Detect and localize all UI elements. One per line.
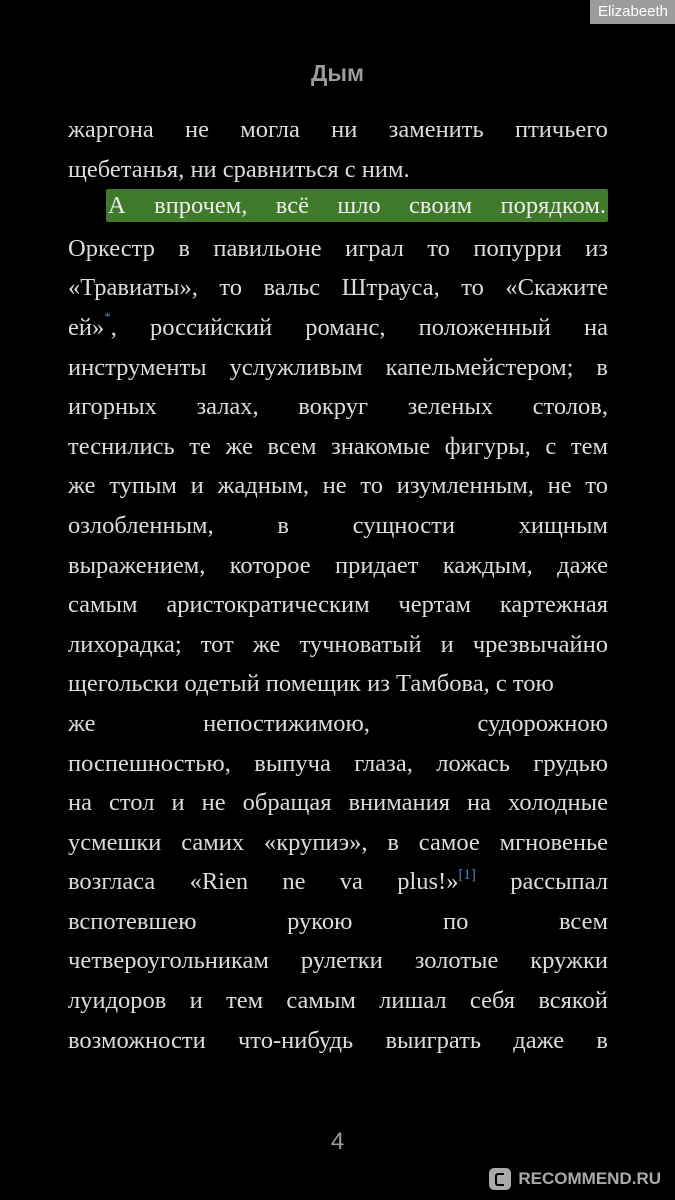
text-line-highlighted: [68, 189, 608, 229]
text-line: «Травиаты», то вальс Штрауса, то «Скажите: [68, 274, 608, 302]
text-line: на стол и не обращая внимания на холодные: [68, 789, 608, 817]
text-line: возгласа «Rien ne va plus!»[1] рассыпал: [68, 867, 608, 896]
text-line: Оркестр в павильоне играл то попурри из: [68, 234, 608, 262]
book-title: Дым: [310, 60, 365, 86]
text-line: лихорадка; тот же тучноватый и чрезвычайно: [68, 630, 608, 658]
watermark-username: Elizabeeth: [590, 0, 675, 24]
text-line: игорных залах, вокруг зеленых столов,: [68, 393, 608, 421]
text-line: щебетанья, ни сравниться с ним.: [68, 155, 410, 183]
text-line: усмешки самих «крупиэ», в самое мгновенье: [68, 828, 608, 856]
text-line: выражением, которое придает каждым, даже: [68, 551, 608, 579]
text-line: возможности что-нибудь выиграть даже в: [68, 1026, 608, 1054]
text-line: же тупым и жадным, не то изумленным, не то: [68, 472, 608, 500]
text-line: жаргона не могла ни заменить птичьего: [68, 116, 608, 143]
text-line: теснились те же всем знакомые фигуры, с тем: [68, 432, 608, 460]
text-line: луидоров и тем самым лишал себя всякой: [68, 987, 608, 1015]
recommend-logo-icon: [489, 1168, 511, 1190]
text-line: самым аристократическим чертам картежная: [68, 591, 608, 619]
text-line: ей»*, российский романс, положенный на: [68, 308, 608, 341]
page-number: 4: [330, 1128, 345, 1155]
text-line: четвероугольникам рулетки золотые кружки: [68, 947, 608, 975]
text-line: инструменты услужливым капельмейстером; в: [68, 353, 608, 381]
text-highlight[interactable]: А впрочем, всё шло своим порядком.: [106, 189, 608, 222]
text-line: поспешностью, выпуча глаза, ложась грудью: [68, 749, 608, 777]
text-line: озлобленным, в сущности хищным: [68, 511, 608, 539]
text-line: щегольски одетый помещик из Тамбова, с тою: [68, 670, 554, 698]
text-line: вспотевшею рукою по всем: [68, 907, 608, 935]
watermark-recommend-text: RECOMMEND.RU: [518, 1169, 661, 1188]
footnote-link[interactable]: [1]: [458, 867, 476, 884]
watermark-recommend: [489, 1168, 661, 1190]
footnote-star-link[interactable]: *: [104, 308, 111, 324]
text-line: же непостижимою, судорожною: [68, 709, 608, 737]
reader-text: [68, 110, 608, 1060]
